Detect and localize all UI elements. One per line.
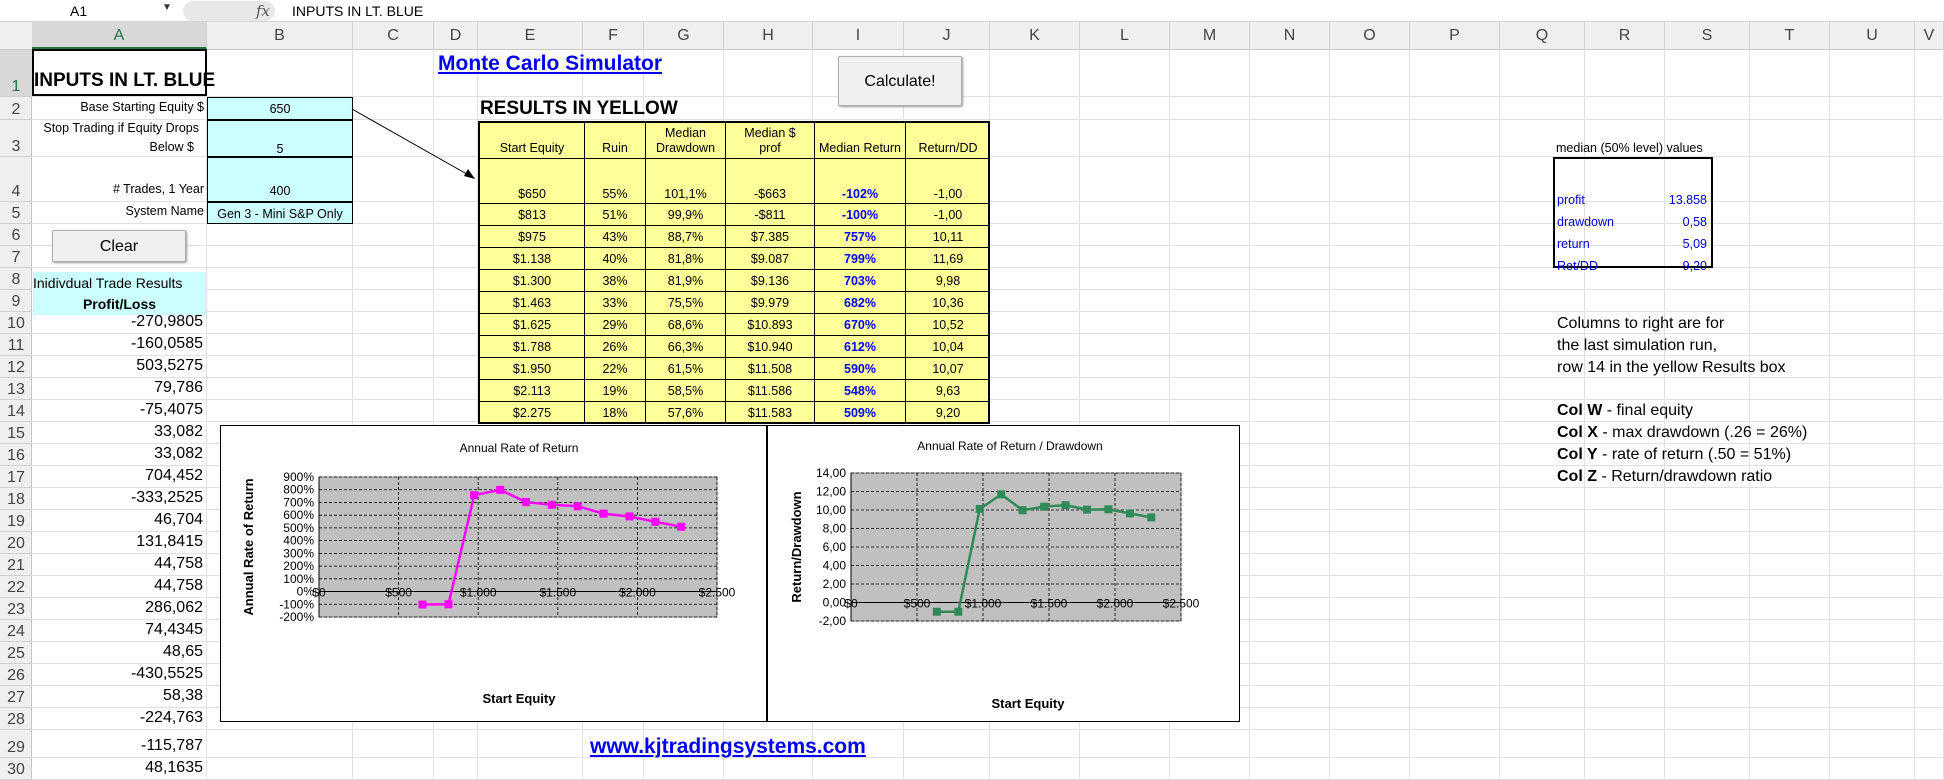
y-tick-label: 10,00 xyxy=(815,503,846,517)
results-cell[interactable]: 26% xyxy=(585,336,646,358)
y-tick-label: 600% xyxy=(283,508,314,523)
column-header-e[interactable]: E xyxy=(478,22,583,50)
data-point xyxy=(548,501,556,509)
arrow-connector xyxy=(350,105,480,185)
insert-function-icon[interactable]: fx xyxy=(256,2,271,20)
results-cell[interactable]: 99,9% xyxy=(646,204,726,226)
note-col xyxy=(1557,402,1693,420)
results-table xyxy=(478,121,990,424)
gridline xyxy=(1829,50,1830,780)
row-headers xyxy=(0,50,32,780)
data-point xyxy=(954,608,962,616)
column-header-o[interactable]: O xyxy=(1330,22,1410,50)
results-col-header: Median Drawdown xyxy=(646,123,726,159)
x-tick-label: $0 xyxy=(844,596,858,611)
results-cell[interactable]: $2.113 xyxy=(480,380,585,402)
row-header-1[interactable]: 1 xyxy=(0,50,32,97)
trade-value[interactable]: 46,704 xyxy=(154,511,203,528)
results-cell[interactable]: 682% xyxy=(815,292,906,314)
results-col-header: Median $ prof xyxy=(726,123,815,159)
note-col xyxy=(1557,446,1791,464)
row-header-29[interactable]: 29 xyxy=(0,730,32,758)
data-point xyxy=(651,518,659,526)
y-tick-label: 4,00 xyxy=(822,558,846,573)
note-col-desc: - final equity xyxy=(1602,402,1694,419)
results-cell[interactable]: 18% xyxy=(585,402,646,424)
results-cell[interactable]: 9,63 xyxy=(906,380,990,402)
stop-trading-label-2: Below $ xyxy=(149,140,194,154)
data-point xyxy=(522,498,530,506)
column-header-p[interactable]: P xyxy=(1410,22,1500,50)
row-header-20[interactable]: 20 xyxy=(0,532,32,554)
note-col-name: Col Y xyxy=(1557,446,1598,463)
data-point xyxy=(1062,501,1070,509)
column-header-k[interactable]: K xyxy=(990,22,1080,50)
median-label: Ret/DD xyxy=(1557,259,1598,273)
gridline xyxy=(32,757,1944,758)
trades-header: Inidivdual Trade Results xyxy=(33,272,206,294)
data-point xyxy=(1019,506,1027,514)
x-tick-label: $1.500 xyxy=(1030,596,1068,611)
system-name-label: System Name xyxy=(125,204,204,218)
row-header-30[interactable]: 30 xyxy=(0,758,32,780)
x-tick-label: $1.500 xyxy=(539,585,577,600)
row-header-4[interactable]: 4 xyxy=(0,157,32,202)
chart-title: Annual Rate of Return / Drawdown xyxy=(917,439,1103,453)
results-cell[interactable]: 33% xyxy=(585,292,646,314)
x-tick-label: $2.500 xyxy=(1162,596,1200,611)
data-point xyxy=(444,600,452,608)
results-col-header: Median Return xyxy=(815,123,906,159)
results-cell[interactable]: -$663 xyxy=(726,159,815,204)
median-box-title: median (50% level) values xyxy=(1556,141,1703,155)
note-col-name: Col X xyxy=(1557,424,1598,441)
median-value[interactable]: 9,20 xyxy=(1682,259,1707,273)
base-equity-field[interactable]: 650 xyxy=(207,97,353,120)
data-point xyxy=(1147,513,1155,521)
trades-field[interactable]: 400 xyxy=(207,157,353,202)
results-cell[interactable]: 61,5% xyxy=(646,358,726,380)
results-cell[interactable]: $813 xyxy=(480,204,585,226)
gridline xyxy=(1914,50,1915,780)
results-cell[interactable]: 68,6% xyxy=(646,314,726,336)
row-header-28[interactable]: 28 xyxy=(0,708,32,730)
data-point xyxy=(496,486,504,494)
median-label: return xyxy=(1557,237,1590,251)
name-box[interactable]: A1 xyxy=(70,3,88,19)
median-label: drawdown xyxy=(1557,215,1614,229)
x-tick-label: $500 xyxy=(903,596,931,611)
row-header-8[interactable]: 8 xyxy=(0,268,32,290)
column-header-c[interactable]: C xyxy=(353,22,434,50)
row-header-19[interactable]: 19 xyxy=(0,510,32,532)
y-tick-label: 12,00 xyxy=(815,484,846,499)
results-cell[interactable]: $1.950 xyxy=(480,358,585,380)
column-header-a[interactable]: A xyxy=(32,22,207,50)
note-line: row 14 in the yellow Results box xyxy=(1557,359,1786,376)
trade-value[interactable]: -430,5525 xyxy=(130,665,203,682)
profit-loss-header: Profit/Loss xyxy=(33,294,206,315)
note-col-name: Col Z xyxy=(1557,468,1597,485)
results-cell[interactable]: 590% xyxy=(815,358,906,380)
results-cell[interactable]: 58,5% xyxy=(646,380,726,402)
inputs-header: INPUTS IN LT. BLUE xyxy=(34,70,216,91)
results-cell[interactable]: 9,20 xyxy=(935,406,961,420)
results-cell[interactable]: 55% xyxy=(585,159,646,204)
trade-value[interactable]: 74,4345 xyxy=(145,621,203,638)
data-point xyxy=(976,505,984,513)
results-cell[interactable]: 9,98 xyxy=(906,270,990,292)
column-header-b[interactable]: B xyxy=(207,22,353,50)
row-header-12[interactable]: 12 xyxy=(0,356,32,378)
row-header-11[interactable]: 11 xyxy=(0,334,32,356)
x-tick-label: $500 xyxy=(385,585,412,600)
results-cell[interactable]: 612% xyxy=(815,336,906,358)
y-tick-label: 900% xyxy=(283,470,314,484)
results-cell[interactable]: 670% xyxy=(815,314,906,336)
results-cell[interactable]: -102% xyxy=(815,159,906,204)
median-value[interactable]: 0,58 xyxy=(1682,215,1707,229)
data-point xyxy=(1083,506,1091,514)
column-header-t[interactable]: T xyxy=(1750,22,1830,50)
trade-value[interactable]: 286,062 xyxy=(145,599,203,616)
column-header-s[interactable]: S xyxy=(1665,22,1750,50)
results-cell[interactable]: 43% xyxy=(585,226,646,248)
formula-input[interactable]: INPUTS IN LT. BLUE xyxy=(292,3,424,19)
x-axis-label: Start Equity xyxy=(991,696,1065,711)
column-header-d[interactable]: D xyxy=(434,22,478,50)
results-cell[interactable]: -1,00 xyxy=(906,204,990,226)
column-header-i[interactable]: I xyxy=(813,22,904,50)
results-cell[interactable]: 81,9% xyxy=(646,270,726,292)
column-header-g[interactable]: G xyxy=(644,22,724,50)
results-cell[interactable]: 81,8% xyxy=(646,248,726,270)
y-tick-label: 0,00 xyxy=(822,595,846,610)
row-header-24[interactable]: 24 xyxy=(0,620,32,642)
trade-value[interactable]: -333,2525 xyxy=(130,489,203,506)
results-cell[interactable]: $9.136 xyxy=(726,270,815,292)
data-point xyxy=(470,491,478,499)
gridline xyxy=(1329,50,1330,780)
results-cell[interactable]: 101,1% xyxy=(646,159,726,204)
results-cell[interactable]: $10.940 xyxy=(726,336,815,358)
x-tick-label: $2.500 xyxy=(698,585,736,600)
column-header-v[interactable]: V xyxy=(1915,22,1944,50)
x-axis-label: Start Equity xyxy=(482,691,556,706)
results-col-header: Return/DD xyxy=(906,123,990,159)
gridline xyxy=(32,729,1944,730)
results-cell[interactable]: 757% xyxy=(815,226,906,248)
note-line: Columns to right are for xyxy=(1557,315,1725,332)
note-col xyxy=(1557,424,1807,442)
clear-button[interactable]: Clear xyxy=(52,230,186,262)
note-line: the last simulation run, xyxy=(1557,337,1718,354)
results-cell[interactable]: $1.625 xyxy=(480,314,585,336)
column-header-n[interactable]: N xyxy=(1250,22,1330,50)
x-tick-label: $0 xyxy=(312,585,326,600)
trade-value[interactable]: 48,1635 xyxy=(145,759,203,776)
note-col-desc: - rate of return (.50 = 51%) xyxy=(1597,446,1792,463)
results-cell[interactable]: 703% xyxy=(815,270,906,292)
results-cell[interactable]: 11,69 xyxy=(906,248,990,270)
y-tick-label: 300% xyxy=(283,546,314,561)
median-values-box xyxy=(1553,157,1713,273)
y-tick-label: 700% xyxy=(283,495,314,510)
results-cell[interactable]: $11.508 xyxy=(726,358,815,380)
results-cell[interactable]: $10.893 xyxy=(726,314,815,336)
trade-value[interactable]: 44,758 xyxy=(154,555,203,572)
gridline xyxy=(1249,50,1250,780)
trade-value[interactable]: 33,082 xyxy=(154,445,203,462)
column-headers xyxy=(0,22,1944,50)
results-cell[interactable]: 509% xyxy=(815,402,906,424)
note-col-name: Col W xyxy=(1557,402,1603,419)
gridline xyxy=(1499,50,1500,780)
column-header-r[interactable]: R xyxy=(1585,22,1665,50)
results-cell[interactable]: $1.463 xyxy=(480,292,585,314)
results-cell[interactable]: $11.583 xyxy=(726,402,815,424)
system-name-field[interactable]: Gen 3 - Mini S&P Only xyxy=(207,202,353,224)
data-point xyxy=(997,490,1005,498)
gridline xyxy=(1749,50,1750,780)
chevron-down-icon[interactable]: ▼ xyxy=(162,2,172,13)
row-header-27[interactable]: 27 xyxy=(0,686,32,708)
trade-value[interactable]: 704,452 xyxy=(145,467,203,484)
results-cell[interactable]: $1.300 xyxy=(480,270,585,292)
results-cell[interactable]: -1,00 xyxy=(906,159,990,204)
row-header-22[interactable]: 22 xyxy=(0,576,32,598)
results-cell[interactable]: 66,3% xyxy=(646,336,726,358)
column-header-u[interactable]: U xyxy=(1830,22,1915,50)
x-tick-label: $1.000 xyxy=(459,585,497,600)
y-tick-label: 400% xyxy=(283,533,314,548)
data-point xyxy=(625,512,633,520)
median-label: profit xyxy=(1557,193,1585,207)
stop-trading-field[interactable]: 5 xyxy=(207,120,353,157)
results-header: RESULTS IN YELLOW xyxy=(480,98,678,119)
formula-bar xyxy=(0,0,1944,22)
base-equity-label: Base Starting Equity $ xyxy=(80,100,204,114)
trade-value[interactable]: -115,787 xyxy=(141,737,203,754)
trade-value[interactable]: -270,9805 xyxy=(130,313,203,330)
chart-rate-of-return[interactable] xyxy=(220,425,767,722)
note-col xyxy=(1557,468,1772,486)
trade-value[interactable]: 44,758 xyxy=(154,577,203,594)
trade-value[interactable]: -224,763 xyxy=(139,709,203,726)
y-tick-label: 14,00 xyxy=(815,466,846,480)
trade-value[interactable]: 79,786 xyxy=(154,379,203,396)
results-cell[interactable]: 10,36 xyxy=(906,292,990,314)
y-tick-label: -2,00 xyxy=(818,614,846,628)
row-header-7[interactable]: 7 xyxy=(0,246,32,268)
results-cell[interactable]: $2.275 xyxy=(480,402,585,424)
results-col-header: Start Equity xyxy=(480,123,585,159)
row-header-21[interactable]: 21 xyxy=(0,554,32,576)
x-tick-label: $2.000 xyxy=(1096,596,1134,611)
y-tick-label: 6,00 xyxy=(822,540,846,554)
results-cell[interactable]: 57,6% xyxy=(646,402,726,424)
column-header-j[interactable]: J xyxy=(904,22,990,50)
row-header-5[interactable]: 5 xyxy=(0,202,32,224)
y-tick-label: -200% xyxy=(279,610,314,624)
results-cell[interactable]: $1.138 xyxy=(480,248,585,270)
row-header-17[interactable]: 17 xyxy=(0,466,32,488)
results-cell[interactable]: 29% xyxy=(585,314,646,336)
data-point xyxy=(600,510,608,518)
results-cell[interactable]: -100% xyxy=(815,204,906,226)
results-cell[interactable]: $9.979 xyxy=(726,292,815,314)
results-cell[interactable]: 40% xyxy=(585,248,646,270)
results-col-header: Ruin xyxy=(585,123,646,159)
results-cell[interactable]: $9.087 xyxy=(726,248,815,270)
results-cell[interactable]: $11.586 xyxy=(726,380,815,402)
trade-value[interactable]: 48,65 xyxy=(162,643,203,660)
trade-value[interactable]: 503,5275 xyxy=(136,357,203,374)
row-header-26[interactable]: 26 xyxy=(0,664,32,686)
row-header-9[interactable]: 9 xyxy=(0,290,32,312)
data-point xyxy=(677,523,685,531)
column-header-l[interactable]: L xyxy=(1080,22,1170,50)
column-header-m[interactable]: M xyxy=(1170,22,1250,50)
website-link[interactable]: www.kjtradingsystems.com xyxy=(590,735,866,758)
note-col-desc: - max drawdown (.26 = 26%) xyxy=(1597,424,1808,441)
y-tick-label: 8,00 xyxy=(822,521,846,536)
row-header-13[interactable]: 13 xyxy=(0,378,32,400)
row-header-14[interactable]: 14 xyxy=(0,400,32,422)
row-header-18[interactable]: 18 xyxy=(0,488,32,510)
chart-return-drawdown[interactable] xyxy=(767,425,1240,722)
gridline xyxy=(1409,50,1410,780)
row-header-2[interactable]: 2 xyxy=(0,97,32,120)
data-point xyxy=(1040,503,1048,511)
results-cell[interactable]: 799% xyxy=(815,248,906,270)
y-axis-label: Annual Rate of Return xyxy=(241,478,256,616)
data-point xyxy=(1126,509,1134,517)
page-title[interactable]: Monte Carlo Simulator xyxy=(438,52,663,75)
median-value[interactable]: 13.858 xyxy=(1668,193,1707,207)
data-point xyxy=(933,608,941,616)
column-header-f[interactable]: F xyxy=(583,22,644,50)
results-cell[interactable]: $650 xyxy=(480,159,585,204)
trade-value[interactable]: -75,4075 xyxy=(139,401,203,418)
stop-trading-label: Stop Trading if Equity Drops xyxy=(43,121,199,135)
trades-label: # Trades, 1 Year xyxy=(112,182,204,196)
results-cell[interactable]: $975 xyxy=(480,226,585,248)
row-header-3[interactable]: 3 xyxy=(0,120,32,157)
chart-title: Annual Rate of Return xyxy=(459,441,579,455)
results-cell[interactable]: 88,7% xyxy=(646,226,726,248)
y-tick-label: -100% xyxy=(279,597,314,612)
trade-value[interactable]: 33,082 xyxy=(154,423,203,440)
trade-value[interactable]: 131,8415 xyxy=(136,533,203,550)
results-cell[interactable]: 19% xyxy=(585,380,646,402)
calculate-button[interactable]: Calculate! xyxy=(838,56,962,106)
y-tick-label: 0% xyxy=(296,584,314,599)
results-cell[interactable]: 38% xyxy=(585,270,646,292)
row-header-23[interactable]: 23 xyxy=(0,598,32,620)
column-header-h[interactable]: H xyxy=(724,22,813,50)
results-cell[interactable]: 10,52 xyxy=(906,314,990,336)
y-tick-label: 2,00 xyxy=(822,577,846,591)
y-tick-label: 100% xyxy=(283,571,314,586)
data-point xyxy=(418,601,426,609)
results-cell[interactable]: $1.788 xyxy=(480,336,585,358)
results-cell[interactable]: 51% xyxy=(585,204,646,226)
row-header-10[interactable]: 10 xyxy=(0,312,32,334)
results-cell[interactable]: -$811 xyxy=(726,204,815,226)
results-cell[interactable]: 10,11 xyxy=(906,226,990,248)
results-cell[interactable]: 22% xyxy=(585,358,646,380)
y-tick-label: 200% xyxy=(283,559,314,574)
row-header-25[interactable]: 25 xyxy=(0,642,32,664)
column-header-q[interactable]: Q xyxy=(1500,22,1585,50)
data-point xyxy=(574,502,582,510)
x-tick-label: $2.000 xyxy=(619,585,656,600)
trade-value[interactable]: -160,0585 xyxy=(130,335,203,352)
selected-cell-border xyxy=(32,49,207,96)
results-cell[interactable]: $7.385 xyxy=(726,226,815,248)
x-tick-label: $1.000 xyxy=(964,596,1002,611)
trade-value[interactable]: 58,38 xyxy=(162,687,203,704)
y-tick-label: 500% xyxy=(283,520,314,535)
results-cell[interactable]: 548% xyxy=(815,380,906,402)
y-axis-label: Return/Drawdown xyxy=(789,491,804,603)
y-tick-label: 800% xyxy=(283,482,314,497)
results-cell[interactable]: 10,04 xyxy=(906,336,990,358)
row-header-15[interactable]: 15 xyxy=(0,422,32,444)
row-header-16[interactable]: 16 xyxy=(0,444,32,466)
median-value[interactable]: 5,09 xyxy=(1682,237,1707,251)
results-cell[interactable]: 75,5% xyxy=(646,292,726,314)
row-header-6[interactable]: 6 xyxy=(0,224,32,246)
data-point xyxy=(1104,505,1112,513)
note-col-desc: - Return/drawdown ratio xyxy=(1597,468,1773,485)
results-cell[interactable]: 10,07 xyxy=(906,358,990,380)
